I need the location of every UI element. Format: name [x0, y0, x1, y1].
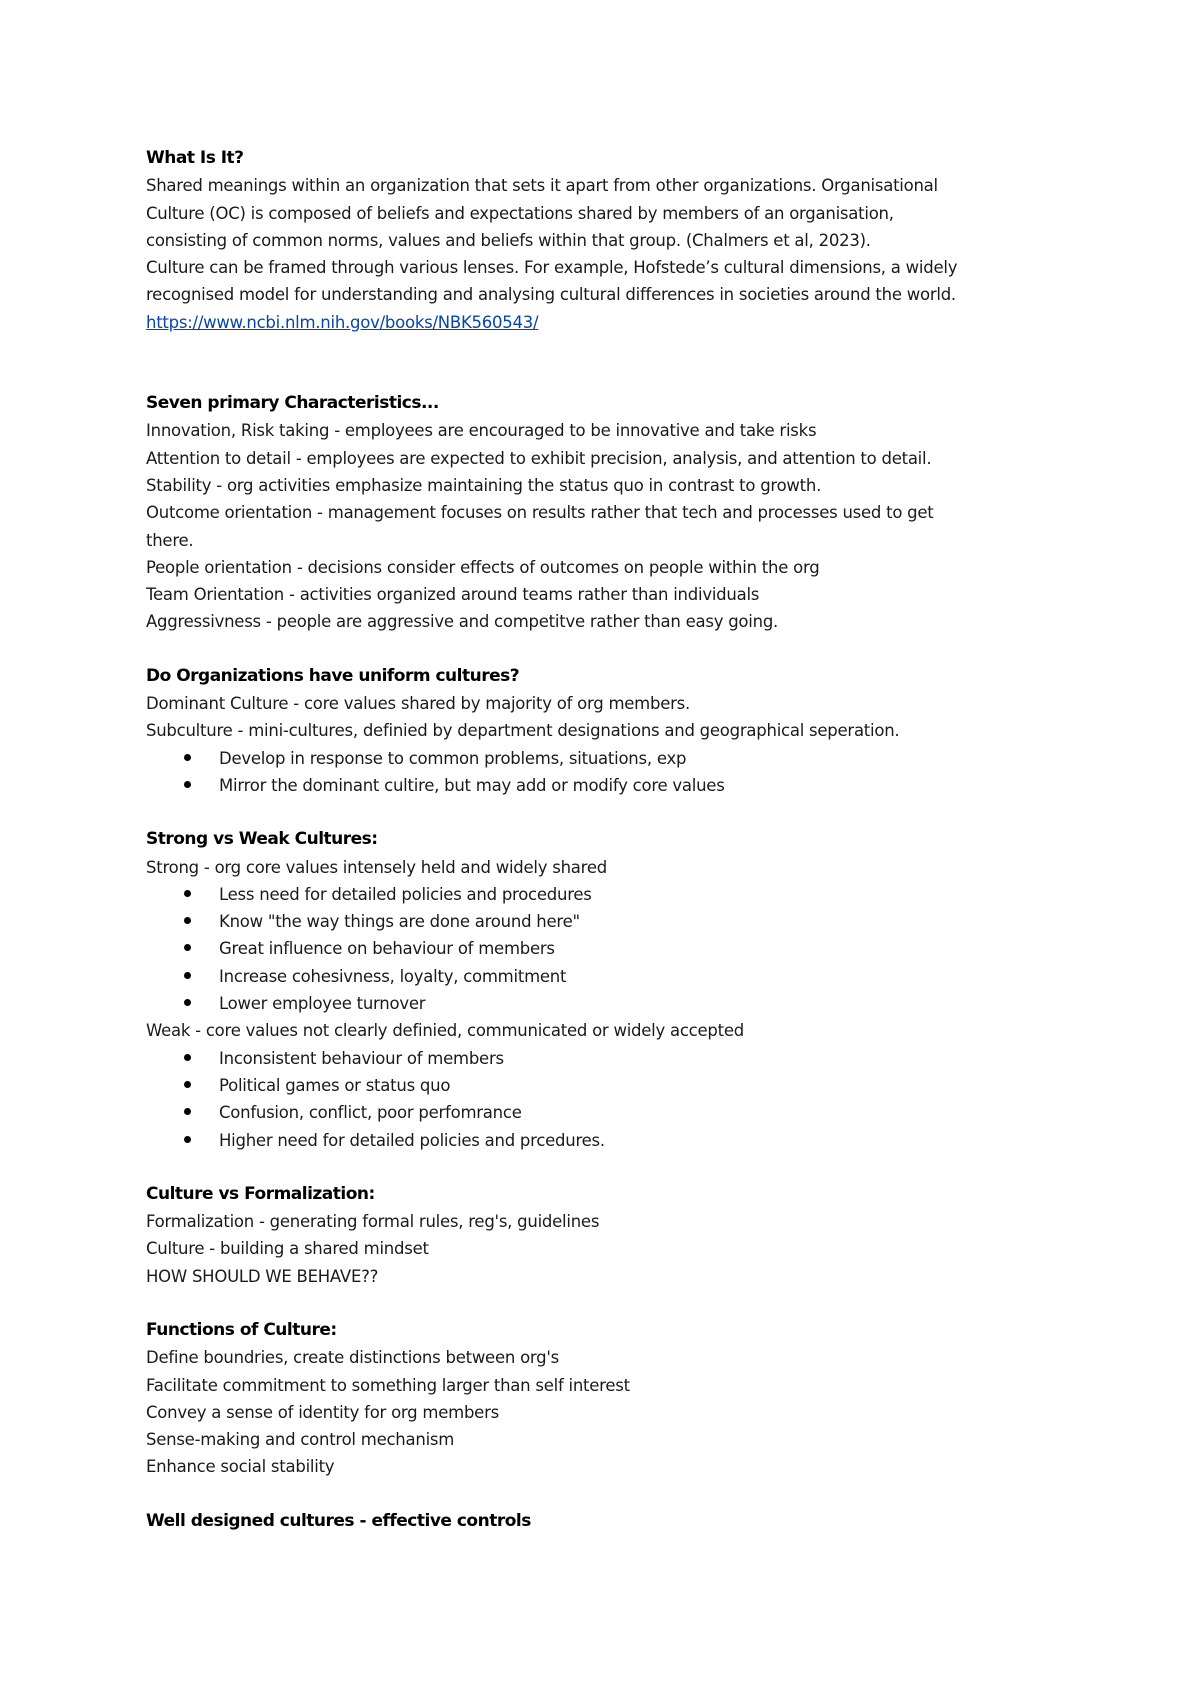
paragraph-line: recognised model for understanding and analysing cultural differences in societies around the world. — [146, 285, 956, 305]
section-heading-functions-of-culture: Functions of Culture: — [146, 1319, 337, 1340]
paragraph-line: Culture can be framed through various lenses. For example, Hofstede’s cultural dimensions, a widely — [146, 258, 958, 278]
characteristic-line: Innovation, Risk taking - employees are encouraged to be innovative and take risks — [146, 421, 817, 441]
bullet-icon — [184, 972, 191, 979]
paragraph-line: Sense-making and control mechanism — [146, 1430, 455, 1450]
list-item: Know "the way things are done around here" — [146, 908, 1086, 935]
list-item: Increase cohesivness, loyalty, commitment — [146, 963, 1086, 990]
bullet-icon — [184, 1108, 191, 1115]
characteristic-line: Stability - org activities emphasize maintaining the status quo in contrast to growth. — [146, 475, 822, 495]
paragraph-line: Strong - org core values intensely held and widely shared — [146, 857, 607, 877]
paragraph-line: Enhance social stability — [146, 1457, 335, 1477]
list-item: Develop in response to common problems, situations, exp — [146, 745, 1086, 772]
list-item: Lower employee turnover — [146, 990, 1086, 1017]
bullet-icon — [184, 1054, 191, 1061]
list-item: Inconsistent behaviour of members — [146, 1045, 1086, 1072]
paragraph-line: Subculture - mini-cultures, definied by department designations and geographical seperation. — [146, 721, 900, 741]
spacer — [146, 336, 1086, 390]
spacer — [146, 799, 1086, 826]
list-item: Great influence on behaviour of members — [146, 935, 1086, 962]
ncbi-link[interactable]: https://www.ncbi.nlm.nih.gov/books/NBK560543/ — [146, 312, 539, 332]
spacer — [146, 1154, 1086, 1181]
characteristic-line: Attention to detail - employees are expected to exhibit precision, analysis, and attention to detail. — [146, 448, 932, 468]
paragraph-line: Shared meanings within an organization that sets it apart from other organizations. Organisational — [146, 176, 938, 196]
spacer — [146, 1481, 1086, 1508]
bullet-icon — [184, 944, 191, 951]
paragraph-line: Formalization - generating formal rules, reg's, guidelines — [146, 1212, 600, 1232]
spacer — [146, 636, 1086, 663]
strong-culture-bullet-list — [146, 881, 1086, 1017]
paragraph-line: Culture (OC) is composed of beliefs and expectations shared by members of an organisation, — [146, 203, 894, 223]
bullet-icon — [184, 781, 191, 788]
characteristic-line: Aggressivness - people are aggressive and competitve rather than easy going. — [146, 612, 779, 632]
bullet-icon — [184, 917, 191, 924]
list-item: Political games or status quo — [146, 1072, 1086, 1099]
list-item: Less need for detailed policies and procedures — [146, 881, 1086, 908]
paragraph-line: Culture - building a shared mindset — [146, 1239, 429, 1259]
spacer — [146, 1290, 1086, 1317]
bullet-icon — [184, 999, 191, 1006]
paragraph-line: HOW SHOULD WE BEHAVE?? — [146, 1266, 379, 1286]
section-heading-culture-vs-formalization: Culture vs Formalization: — [146, 1183, 375, 1204]
list-item: Mirror the dominant cultire, but may add or modify core values — [146, 772, 1086, 799]
paragraph-line: Convey a sense of identity for org members — [146, 1402, 499, 1422]
weak-culture-bullet-list — [146, 1045, 1086, 1154]
paragraph-line: consisting of common norms, values and beliefs within that group. (Chalmers et al, 2023). — [146, 230, 871, 250]
section-heading-uniform-cultures: Do Organizations have uniform cultures? — [146, 665, 520, 686]
paragraph-line: Define boundries, create distinctions between org's — [146, 1348, 560, 1368]
bullet-icon — [184, 754, 191, 761]
subculture-bullet-list — [146, 745, 1086, 800]
list-item: Confusion, conflict, poor perfomrance — [146, 1099, 1086, 1126]
paragraph-line: Dominant Culture - core values shared by majority of org members. — [146, 694, 691, 714]
bullet-icon — [184, 890, 191, 897]
document-page — [146, 145, 1086, 1535]
section-heading-well-designed-cultures: Well designed cultures - effective controls — [146, 1510, 531, 1531]
section-heading-characteristics: Seven primary Characteristics... — [146, 393, 439, 414]
bullet-icon — [184, 1136, 191, 1143]
paragraph-line: Facilitate commitment to something larger than self interest — [146, 1375, 630, 1395]
link-line — [146, 309, 1086, 336]
list-item: Higher need for detailed policies and prcedures. — [146, 1127, 1086, 1154]
characteristic-line: Team Orientation - activities organized around teams rather than individuals — [146, 585, 760, 605]
bullet-icon — [184, 1081, 191, 1088]
characteristic-line: People orientation - decisions consider effects of outcomes on people within the org — [146, 557, 820, 577]
characteristic-line: Outcome orientation - management focuses on results rather that tech and processes used to get — [146, 503, 934, 523]
section-heading-strong-vs-weak: Strong vs Weak Cultures: — [146, 829, 378, 850]
section-heading-what-is-it: What Is It? — [146, 148, 244, 168]
paragraph-line: Weak - core values not clearly definied, communicated or widely accepted — [146, 1021, 744, 1041]
characteristic-line: there. — [146, 530, 194, 550]
